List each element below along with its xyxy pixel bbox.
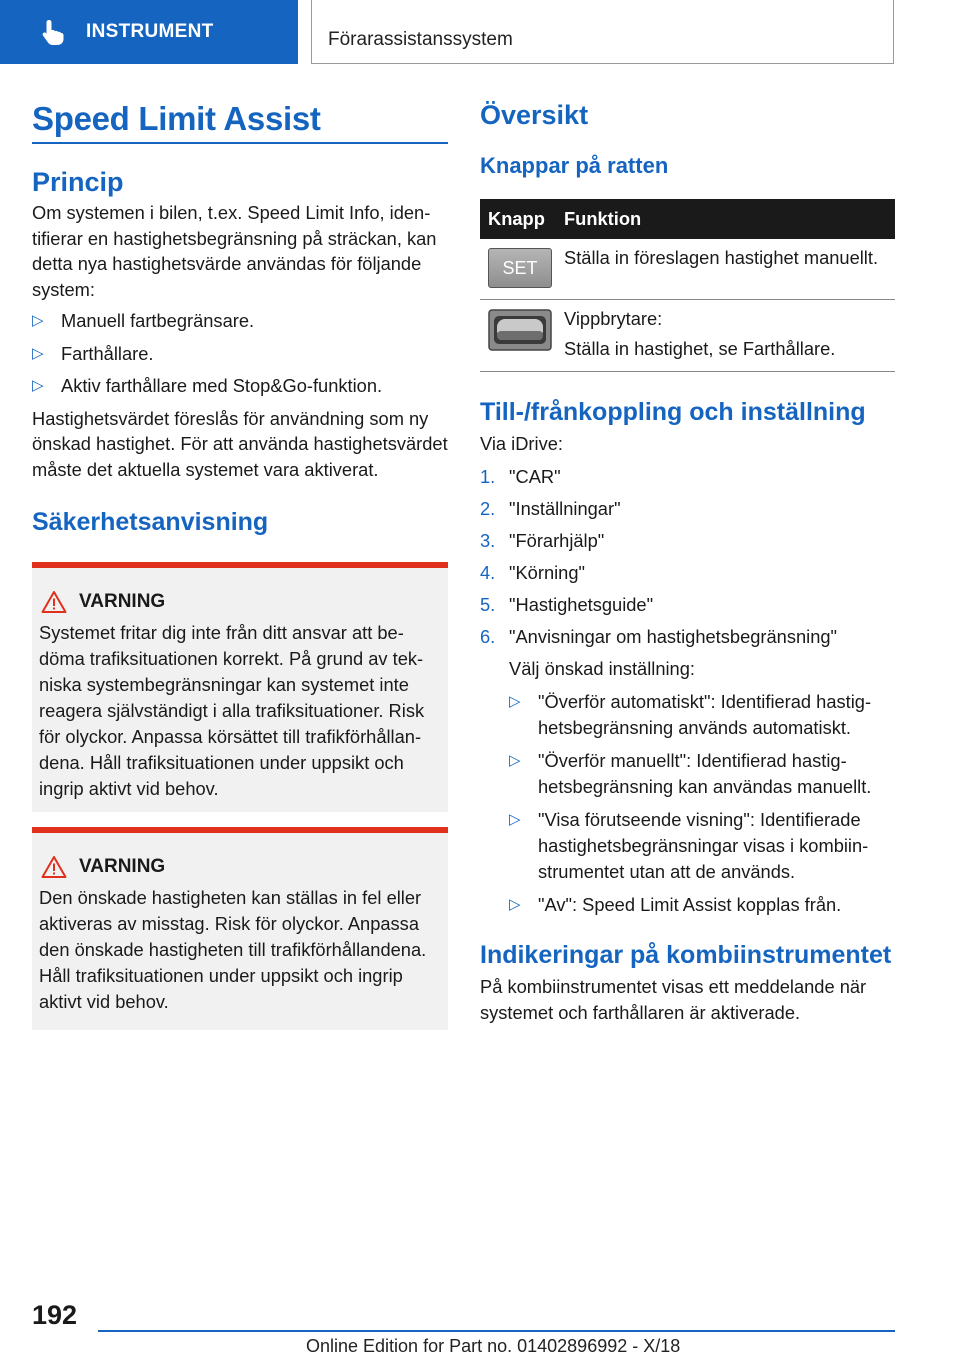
function-text: Ställa in hastighet, se Farthållare. <box>564 337 836 359</box>
princip-text: Om systemen i bilen, t.ex. Speed Limit Info, identifierar en hastighetsbegränsning på sträckan, kan detta nya hastighetsvärde användas för följande system: <box>32 202 437 300</box>
right-column <box>480 100 895 1025</box>
section-label: INSTRUMENT <box>86 21 214 42</box>
after-text: Hastighetsvärdet föreslås för användning som ny önskad hastighet. För att använda hastighetsvärdet måste det aktuella systemet vara aktiverat. <box>32 407 448 480</box>
options-list <box>509 689 895 918</box>
triangle-bullet-icon: ▷ <box>32 377 44 394</box>
set-button-icon: SET <box>488 248 552 288</box>
chapter-title: Förarassistanssystem <box>328 29 513 50</box>
warning-title: VARNING <box>39 855 440 879</box>
list-item: 6. "Anvisningar om hastighetsbegränsning" Välj önskad inställning: ▷ "Överför automatiskt": Identifierad hastighetsbegränsning används automatiskt. ▷ "Överför manuellt": Identifierad hastighetsbegränsning kan användas manuellt. ▷ "Visa förutseende visning": Identifierade hastighetsbegränsningar visas i kombiinstrumentet utan att de används. ▷ "Av": Speed Limit Assist kopplas från. <box>480 624 895 918</box>
list-item: ▷ "Visa förutseende visning": Identifierade hastighetsbegränsningar visas i kombiinstrumentet utan att de används. <box>509 809 869 882</box>
button-cell <box>480 239 564 299</box>
warning-triangle-icon <box>41 855 67 879</box>
function-title: Vippbrytare: <box>564 307 663 329</box>
indicator-heading: Indikeringar på kombiinstrumentet <box>480 941 892 969</box>
rocker-switch-icon <box>488 309 552 351</box>
table-row <box>480 299 895 371</box>
list-item: 2. "Inställningar" <box>480 498 621 519</box>
page-title: Speed Limit Assist <box>32 100 448 144</box>
table-header-row <box>480 199 895 239</box>
buttons-table <box>480 199 895 372</box>
warning-text: Systemet fritar dig inte från ditt ansvar att bedöma trafiksituationen korrekt. På grund av tekniska systembegränsningar kan systemet inte reagera självständigt i alla trafiksituationer. Risk för olyckor. Anpassa körsättet till trafikförhållandena. Håll trafiksituationen under uppsikt och ingrip aktivt vid behov. <box>39 622 425 799</box>
left-column <box>32 100 448 1030</box>
buttons-heading: Knappar på ratten <box>480 153 669 178</box>
list-item: 4. "Körning" <box>480 562 585 583</box>
warning-box <box>32 827 448 1030</box>
button-cell <box>480 299 564 371</box>
list-item: ▷ "Överför automatiskt": Identifierad hastighetsbegränsning används automatiskt. <box>509 691 872 738</box>
list-item: ▷ "Överför manuellt": Identifierad hastighetsbegränsning kan användas manuellt. <box>509 750 872 797</box>
section-tab[interactable] <box>0 0 298 64</box>
safety-heading: Säkerhetsanvisning <box>32 508 269 536</box>
warning-title: VARNING <box>39 590 440 614</box>
list-item: ▷ Farthållare. <box>32 341 448 367</box>
triangle-bullet-icon: ▷ <box>32 312 44 329</box>
list-item: ▷ "Av": Speed Limit Assist kopplas från. <box>509 892 895 918</box>
system-list <box>32 308 448 399</box>
function-cell <box>564 299 895 371</box>
function-cell: Ställa in föreslagen hastighet manuellt. <box>564 239 895 299</box>
list-item: 1. "CAR" <box>480 466 561 487</box>
list-item: ▷ Manuell fartbegränsare. <box>32 308 448 334</box>
column-header: Funktion <box>564 199 895 239</box>
hand-pointer-icon <box>38 17 68 47</box>
warning-box <box>32 562 448 812</box>
indicator-text: På kombiinstrumentet visas ett meddelande när systemet och farthållaren är aktiverade. <box>480 976 867 1023</box>
warning-text: Den önskade hastigheten kan ställas in fel eller aktiveras av misstag. Risk för olyckor. Anpassa den önskade hastigheten till trafikförhållandena. Håll trafiksituationen under uppsikt och ingrip aktivt vid behov. <box>39 887 427 1012</box>
warning-triangle-icon <box>41 590 67 614</box>
triangle-bullet-icon: ▷ <box>509 896 521 913</box>
triangle-bullet-icon: ▷ <box>509 693 521 710</box>
footer-edition: Online Edition for Part no. 01402896992 - X/18 <box>306 1336 681 1356</box>
triangle-bullet-icon: ▷ <box>509 752 521 769</box>
table-row <box>480 239 895 299</box>
choose-text: Välj önskad inställning: <box>509 657 695 679</box>
triangle-bullet-icon: ▷ <box>509 811 521 828</box>
list-item: ▷ Aktiv farthållare med Stop&Go-funktion. <box>32 373 448 399</box>
oversikt-heading: Översikt <box>480 100 589 130</box>
column-header: Knapp <box>480 199 564 239</box>
footer-divider <box>98 1330 895 1332</box>
steps-list <box>480 464 895 918</box>
princip-heading: Princip <box>32 167 124 197</box>
via-text: Via iDrive: <box>480 432 563 454</box>
page-number: 192 <box>32 1300 78 1330</box>
list-item: 3. "Förarhjälp" <box>480 530 605 551</box>
list-item: 5. "Hastighetsguide" <box>480 594 654 615</box>
triangle-bullet-icon: ▷ <box>32 344 44 362</box>
chapter-header <box>311 0 894 64</box>
toggle-heading: Till-/frånkoppling och inställning <box>480 397 866 426</box>
